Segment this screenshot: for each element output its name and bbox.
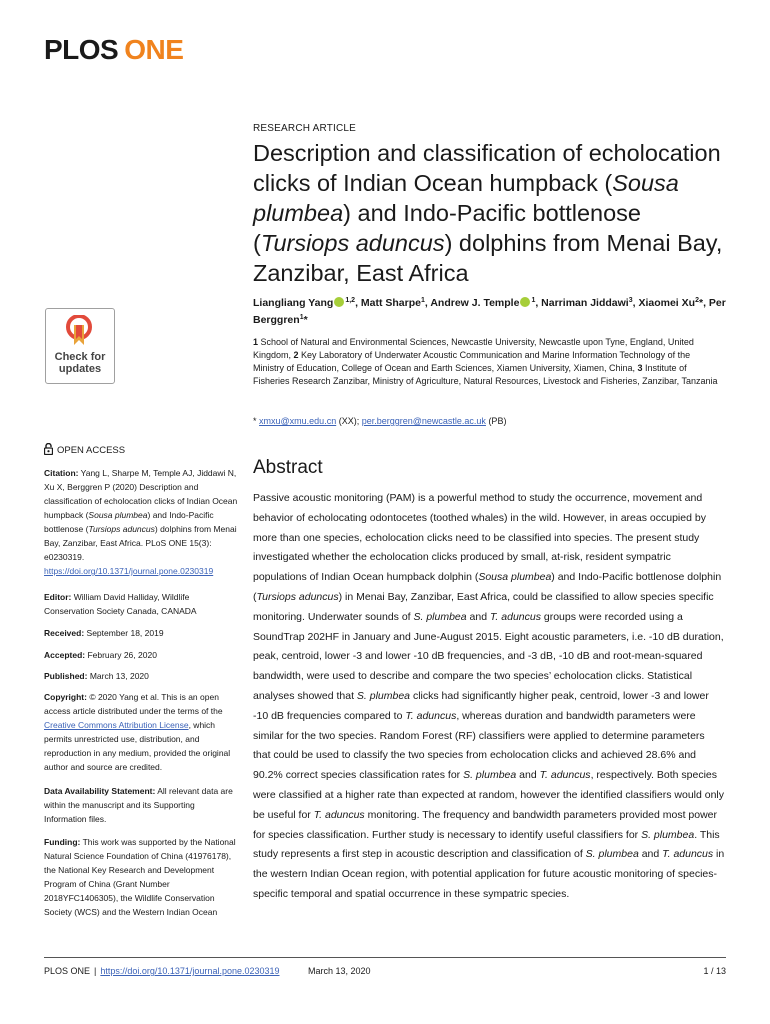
author-name[interactable]: , Xiaomei Xu xyxy=(632,297,696,309)
abstract-text: in the western Indian Ocean region, with potential application for future acoustic monitoring of species-specific temporal and spatial occurrence in these sympatric species. xyxy=(253,848,725,900)
logo-one: ONE xyxy=(124,34,184,65)
sidebar-label: Citation: xyxy=(44,468,79,478)
received-date xyxy=(44,626,239,640)
abstract-text: and xyxy=(466,610,490,623)
footer-journal: PLOS ONE xyxy=(44,966,91,976)
author-list xyxy=(253,295,743,329)
citation-block xyxy=(44,466,239,578)
abstract-species: Sousa plumbea xyxy=(478,571,552,584)
open-access-text: OPEN ACCESS xyxy=(57,445,126,456)
title-species: Sousa plumbea xyxy=(253,170,679,226)
abstract-species: T. aduncus xyxy=(405,709,457,722)
published-date xyxy=(44,669,239,683)
author-name[interactable]: Liangliang Yang xyxy=(253,297,334,309)
abstract-species: S. plumbea xyxy=(641,828,695,841)
article-type-label: RESEARCH ARTICLE xyxy=(253,123,357,134)
sidebar-species: Sousa plumbea xyxy=(88,510,148,520)
email-link[interactable]: xmxu@xmu.edu.cn xyxy=(259,416,337,426)
sidebar-text: , which permits unrestricted use, distribution, and reproduction in any medium, provided the original author and source are credited. xyxy=(44,720,231,772)
email-link[interactable]: per.berggren@newcastle.ac.uk xyxy=(361,416,486,426)
check-for-updates-badge[interactable] xyxy=(45,308,115,384)
page-number: 1 / 13 xyxy=(703,966,726,976)
correspondence-text: (XX); xyxy=(336,416,362,426)
sidebar-label: Funding: xyxy=(44,837,81,847)
sidebar-text: September 18, 2019 xyxy=(84,628,164,638)
funding-block xyxy=(44,835,239,919)
footer-separator: | xyxy=(94,966,97,976)
correspondence xyxy=(253,416,506,426)
affil-number: 2 xyxy=(293,350,299,360)
abstract-species: Tursiops aduncus xyxy=(256,590,339,603)
abstract-species: T. aduncus xyxy=(313,808,365,821)
abstract-text: ) in Menai Bay, Zanzibar, East Africa, could be classified to allow species specific monitoring. Underwater sounds of xyxy=(253,590,714,623)
sidebar-text: ) and Indo-Pacific bottlenose ( xyxy=(44,510,214,534)
abstract-species: S. plumbea xyxy=(356,689,411,702)
abstract-species: T. aduncus xyxy=(489,610,541,623)
data-availability-block xyxy=(44,784,239,826)
author-affil-sup: 3 xyxy=(628,297,633,304)
title-text: ) dolphins from Menai Bay, Zanzibar, East Africa xyxy=(253,230,723,286)
abstract-text: groups were recorded using a SoundTrap 202HF in January and June-August 2015. Eight acoustic parameters, i.e. -10 dB duration, peak, centroid, lower -3 and lower -10 dB frequencies, and -3 dB, -10 dB and root-mean-squared bandwidth, were used to describe and compare the two species’ echolocation clicks. Statistical analyses showed that xyxy=(253,610,724,702)
author-affil-sup: 2 xyxy=(695,297,699,304)
badge-label-line: Check for xyxy=(54,351,106,363)
sidebar-text: March 13, 2020 xyxy=(87,671,149,681)
sidebar-text: © 2020 Yang et al. This is an open access article distributed under the terms of the xyxy=(44,692,223,716)
correspondence-text: (PB) xyxy=(485,416,507,426)
abstract-heading: Abstract xyxy=(253,457,323,478)
affil-number: 1 xyxy=(253,337,259,347)
corresponding-mark: * xyxy=(698,297,704,309)
abstract-text: monitoring. The frequency and bandwidth parameters provided most power for species classification. Further study is necessary to identify useful classifiers for xyxy=(253,808,718,841)
affil-text: Key Laboratory of Underwater Acoustic Communication and Marine Information Technology of the Ministry of Education, College of Ocean and Earth Sciences, Xiamen University, Xiamen, China, xyxy=(253,350,691,373)
affil-text: School of Natural and Environmental Sciences, Newcastle University, Newcastle upon Tyne, England, United Kingdom, xyxy=(253,337,694,360)
title-text: ) and Indo-Pacific bottlenose ( xyxy=(253,200,642,256)
footer-doi-link[interactable]: https://doi.org/10.1371/journal.pone.0230319 xyxy=(100,966,280,976)
abstract-species: S. plumbea xyxy=(463,769,517,782)
title-text: Description and classification of echolocation clicks of Indian Ocean humpback ( xyxy=(253,140,721,196)
sidebar-label: Data Availability Statement: xyxy=(44,786,156,796)
author-name[interactable]: , Narriman Jiddawi xyxy=(535,297,629,309)
logo-plos: PLOS xyxy=(44,34,119,65)
author-name[interactable]: , Andrew J. Temple xyxy=(424,297,520,309)
journal-logo xyxy=(44,36,183,64)
abstract-text: Passive acoustic monitoring (PAM) is a powerful method to study the occurrence, movement and behavior of echolocating odontocetes (toothed whales) in the wild. However, in areas occupied by more than one species, echolocation clicks need to be classified into species. The present study investigated whether the echolocation clicks produced by small, at-risk, resident sympatric populations of Indian Ocean humpback dolphin ( xyxy=(253,492,706,584)
author-affil-sup: 1 xyxy=(299,314,304,321)
abstract-species: T. aduncus xyxy=(662,848,714,861)
badge-label-line: updates xyxy=(58,363,102,375)
author-name[interactable]: , Per Berggren xyxy=(253,297,726,326)
sidebar-label: Received: xyxy=(44,628,85,638)
abstract-text: , whereas duration and bandwidth parameters were similar for the two species. Random Forest (RF) classifiers were applied to determine parameters that could be used to classify the two species from echolocation clicks and achieved 28.6% and 90.2% correct species classification rates for xyxy=(253,709,705,782)
author-affil-sup: 1 xyxy=(531,297,536,304)
abstract-text: clicks had significantly higher peak, centroid, lower -3 and lower -10 dB frequencies compared to xyxy=(253,689,709,722)
author-affil-sup: 1,2 xyxy=(345,297,356,304)
affil-text: Institute of Fisheries Research Zanzibar, Ministry of Agriculture, Natural Resources, Livestock and Fisheries, Zanzibar, Tanzania xyxy=(253,363,718,386)
bookmark-ribbon-icon xyxy=(65,315,93,347)
open-lock-icon xyxy=(44,443,53,455)
sidebar-text: William David Halliday, Wildlife Conservation Society Canada, CANADA xyxy=(44,592,197,616)
footer-divider xyxy=(44,957,726,958)
abstract-text: and xyxy=(516,769,540,782)
abstract-species: S. plumbea xyxy=(585,848,639,861)
abstract-text: and xyxy=(638,848,663,861)
affiliations xyxy=(253,336,723,388)
citation-doi-link[interactable]: https://doi.org/10.1371/journal.pone.0230319 xyxy=(44,566,214,576)
abstract-body xyxy=(253,489,725,905)
abstract-species: S. plumbea xyxy=(413,610,467,623)
sidebar-text: Yang L, Sharpe M, Temple AJ, Jiddawi N, Xu X, Berggren P (2020) Description and classification of echolocation clicks of Indian Ocean humpback ( xyxy=(44,468,238,520)
sidebar-text: ) dolphins from Menai Bay, Zanzibar, East Africa. PLoS ONE 15(3): e0230319. xyxy=(44,524,237,562)
author-name[interactable]: , Matt Sharpe xyxy=(355,297,421,309)
corresponding-mark: * xyxy=(303,314,308,326)
sidebar-label: Copyright: xyxy=(44,692,87,702)
orcid-icon[interactable] xyxy=(520,297,530,307)
affil-number: 3 xyxy=(637,363,643,373)
sidebar-label: Published: xyxy=(44,671,88,681)
editor-block xyxy=(44,590,239,618)
license-link[interactable]: Creative Commons Attribution License xyxy=(44,720,189,730)
author-affil-sup: 1 xyxy=(421,297,425,304)
footer-date: March 13, 2020 xyxy=(308,966,371,976)
sidebar-species: Tursiops aduncus xyxy=(88,524,155,534)
badge-label xyxy=(46,351,114,375)
page-footer xyxy=(44,966,280,976)
sidebar-label: Editor: xyxy=(44,592,72,602)
corresponding-mark: * xyxy=(253,416,257,426)
abstract-text: . This study represents a first step in acoustic description and classification of xyxy=(253,828,720,861)
sidebar-text: All relevant data are within the manuscript and its Supporting Information files. xyxy=(44,786,233,824)
abstract-species: T. aduncus xyxy=(539,769,591,782)
accepted-date xyxy=(44,648,239,662)
sidebar-label: Accepted: xyxy=(44,650,86,660)
sidebar-text: This work was supported by the National Natural Science Foundation of China (41976178), the National Key Research and Development Program of China (Grant Number 2018YFC1406305), the Wildlife Conservation Society (WCS) and the Western Indian Ocean xyxy=(44,837,236,917)
abstract-text: , respectively. Both species were classified at a higher rate than expected at random, however the identified classifiers would only be useful for xyxy=(253,769,725,821)
abstract-text: ) and Indo-Pacific bottlenose dolphin ( xyxy=(253,571,722,603)
sidebar-text: February 26, 2020 xyxy=(85,650,157,660)
orcid-icon[interactable] xyxy=(334,297,344,307)
copyright-block xyxy=(44,690,239,774)
title-species: Tursiops aduncus xyxy=(260,230,445,256)
article-title xyxy=(253,138,743,288)
open-access-label xyxy=(44,443,125,456)
